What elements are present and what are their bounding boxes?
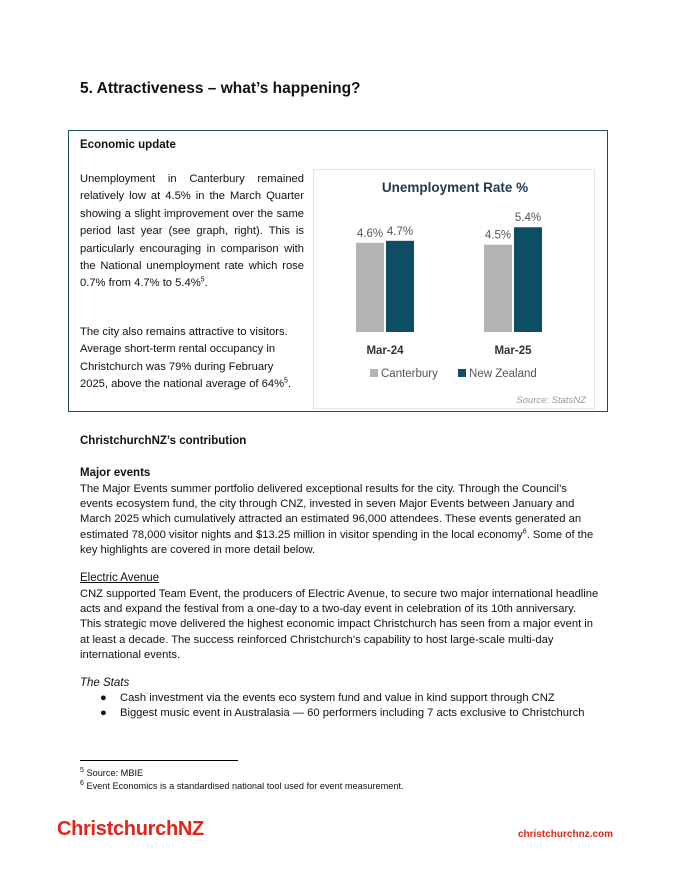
bar-canterbury: [484, 245, 512, 332]
legend-swatch: [370, 369, 378, 377]
bullet-icon: ●: [100, 707, 107, 720]
legend-label: Canterbury: [381, 368, 438, 380]
legend-label: New Zealand: [469, 368, 537, 380]
list-item-text: Biggest music event in Australasia — 60 performers including 7 acts exclusive to Christchurch: [120, 707, 585, 720]
category-label: Mar-25: [494, 345, 532, 357]
contribution-title: ChristchurchNZ’s contribution: [80, 435, 247, 447]
bar-canterbury: [356, 243, 384, 332]
stats-list: [100, 691, 600, 721]
major-events-text-end: . Some of the key highlights are covered in more detail below.: [80, 528, 594, 556]
footnote-num: 6: [80, 779, 84, 787]
bar-new-zealand: [514, 227, 542, 332]
website-link[interactable]: christchurchnz.com: [518, 829, 614, 840]
visitor-paragraph: [80, 324, 304, 394]
chart-source: Source: StatsNZ: [516, 395, 586, 406]
footnote-ref-6[interactable]: 6: [522, 527, 527, 535]
footnote-6: [80, 781, 404, 791]
data-label: 4.7%: [386, 225, 414, 238]
legend-swatch: [458, 369, 466, 377]
unemployment-text: Unemployment in Canterbury remained relatively low at 4.5% in the March Quarter showing a slight improvement over the same period last year (see graph, right). This is particularly encouraging in comparison with the National unemployment rate which rose 0.7% from 4.7% to 5.4%: [80, 173, 304, 290]
footnote-ref-5[interactable]: 5: [200, 276, 205, 284]
footnote-divider: [80, 760, 238, 761]
footnote-text: Source: MBIE: [83, 768, 144, 778]
footnote-5: [80, 768, 143, 778]
major-events-title: Major events: [80, 467, 151, 479]
major-events-paragraph: [80, 482, 600, 558]
list-item: [100, 691, 600, 706]
visitor-text: The city also remains attractive to visitors. Average short-term rental occupancy in Christchurch was 79% during February 2025, above the national average of 64%: [80, 326, 288, 391]
data-label: 4.5%: [484, 229, 512, 242]
category-label: Mar-24: [366, 345, 404, 357]
list-item-text: Cash investment via the events eco system fund and value in kind support through CNZ: [120, 692, 555, 704]
data-label: 5.4%: [514, 212, 542, 225]
economic-update-title: Economic update: [80, 139, 176, 151]
unemployment-text-end: .: [204, 277, 208, 290]
unemployment-paragraph: [80, 171, 304, 293]
bullet-icon: ●: [100, 692, 107, 704]
footnote-num: 5: [80, 766, 84, 774]
stats-title: The Stats: [80, 677, 130, 689]
chart-canvas: [314, 170, 596, 410]
footnote-text: Event Economics is a standardised national tool used for event measurement.: [83, 781, 404, 791]
electric-avenue-title: Electric Avenue: [80, 572, 160, 584]
electric-avenue-paragraph: CNZ supported Team Event, the producers of Electric Avenue, to secure two major international headline acts and expand the festival from a one-day to a two-day event in celebration of its 10th anniversary. This strategic move delivered the highest economic impact Christchurch has seen from a major event in at least a decade. The success reinforced Christchurch’s capability to host large-scale multi-day international events.: [80, 588, 599, 661]
christchurchnz-logo: ChristchurchNZ: [57, 818, 204, 840]
bar-new-zealand: [386, 241, 414, 332]
section-heading: 5. Attractiveness – what’s happening?: [80, 80, 361, 97]
unemployment-chart: [313, 169, 595, 409]
footnote-ref-5b[interactable]: 5: [284, 377, 288, 385]
chart-title: Unemployment Rate %: [381, 180, 529, 195]
major-events-text: The Major Events summer portfolio delivered exceptional results for the city. Through the Council’s events ecosystem fund, the city through CNZ, invested in seven Major Events between January and March 2025 which cumulatively attracted an estimated 96,000 attendees. These events generated an estimated 78,000 visitor nights and $13.25 million in visitor spending in the local economy: [80, 483, 582, 541]
economic-update-box: [68, 130, 608, 412]
data-label: 4.6%: [356, 227, 384, 240]
list-item: [100, 706, 600, 721]
visitor-text-end: .: [287, 378, 292, 391]
